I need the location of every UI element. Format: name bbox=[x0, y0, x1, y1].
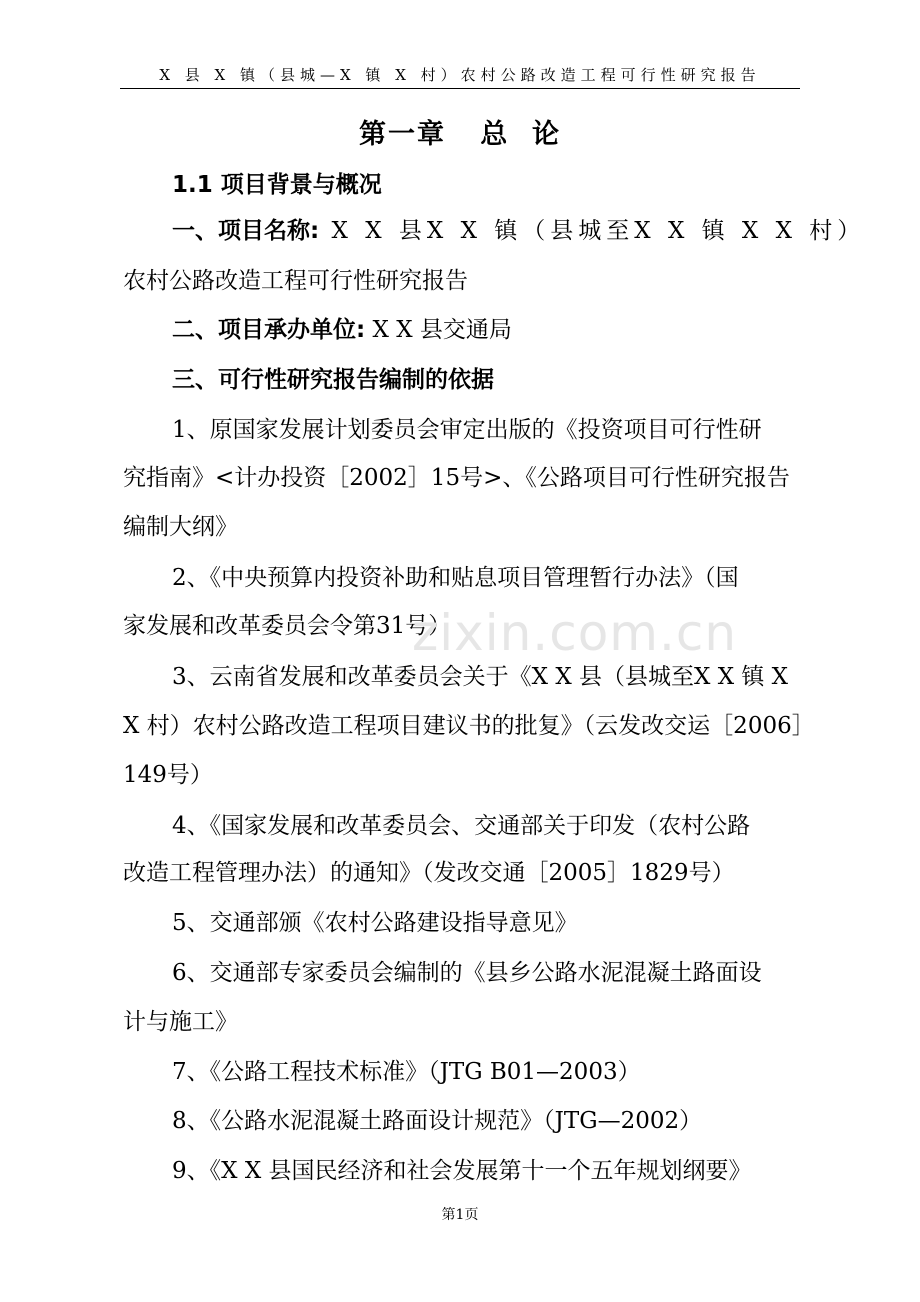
project-unit-label: 二、项目承办单位: bbox=[172, 317, 366, 343]
basis-item-1-line-1: 1、原国家发展计划委员会审定出版的《投资项目可行性研 bbox=[172, 417, 762, 443]
basis-item-2-line-1: 2、《中央预算内投资补助和贴息项目管理暂行办法》（国 bbox=[172, 565, 739, 591]
basis-item-8: 8、《公路水泥混凝土路面设计规范》（JTG—2002） bbox=[172, 1108, 703, 1134]
basis-item-1-line-3: 编制大纲》 bbox=[123, 514, 238, 540]
chapter-title: 第一章 总 论 bbox=[359, 119, 561, 150]
project-name-line-2: 农村公路改造工程可行性研究报告 bbox=[123, 268, 468, 294]
basis-item-4-line-2: 改造工程管理办法）的通知》（发改交通［2005］1829号） bbox=[123, 860, 735, 886]
basis-item-4-line-1: 4、《国家发展和改革委员会、交通部关于印发（农村公路 bbox=[172, 813, 751, 839]
basis-item-1-line-2: 究指南》<计办投资［2002］15号>、《公路项目可行性研究报告 bbox=[123, 465, 790, 491]
basis-item-7: 7、《公路工程技术标准》（JTG B01—2003） bbox=[172, 1059, 641, 1085]
basis-item-6-line-2: 计与施工》 bbox=[123, 1009, 238, 1035]
basis-item-6-line-1: 6、交通部专家委员会编制的《县乡公路水泥混凝土路面设 bbox=[172, 960, 762, 986]
basis-item-2-line-2: 家发展和改革委员会令第31号） bbox=[123, 613, 452, 639]
basis-item-3-line-1: 3、云南省发展和改革委员会关于《X X 县（县城至X X 镇 X bbox=[172, 664, 789, 690]
basis-item-9: 9、《X X 县国民经济和社会发展第十一个五年规划纲要》 bbox=[172, 1158, 752, 1184]
project-unit-line bbox=[172, 315, 512, 345]
project-name-line bbox=[172, 216, 865, 246]
page-header: X 县 X 镇（县城—X 镇 X 村）农村公路改造工程可行性研究报告 bbox=[159, 66, 761, 84]
project-unit-value: X X 县交通局 bbox=[365, 317, 512, 343]
page-number: 第1页 bbox=[441, 1207, 479, 1223]
header-rule bbox=[120, 88, 800, 89]
basis-item-3-line-2: X 村）农村公路改造工程项目建议书的批复》（云发改交运［2006］ bbox=[123, 713, 815, 739]
project-name-value: X X 县X X 镇（县城至X X 镇 X X 村） bbox=[319, 218, 866, 244]
basis-heading: 三、可行性研究报告编制的依据 bbox=[172, 367, 494, 393]
watermark: zixin.com.cn bbox=[412, 604, 738, 662]
section-heading: 1.1 项目背景与概况 bbox=[172, 172, 382, 198]
basis-item-3-line-3: 149号） bbox=[123, 762, 213, 788]
project-name-label: 一、项目名称: bbox=[172, 218, 320, 244]
basis-item-5: 5、交通部颁《农村公路建设指导意见》 bbox=[172, 910, 578, 936]
